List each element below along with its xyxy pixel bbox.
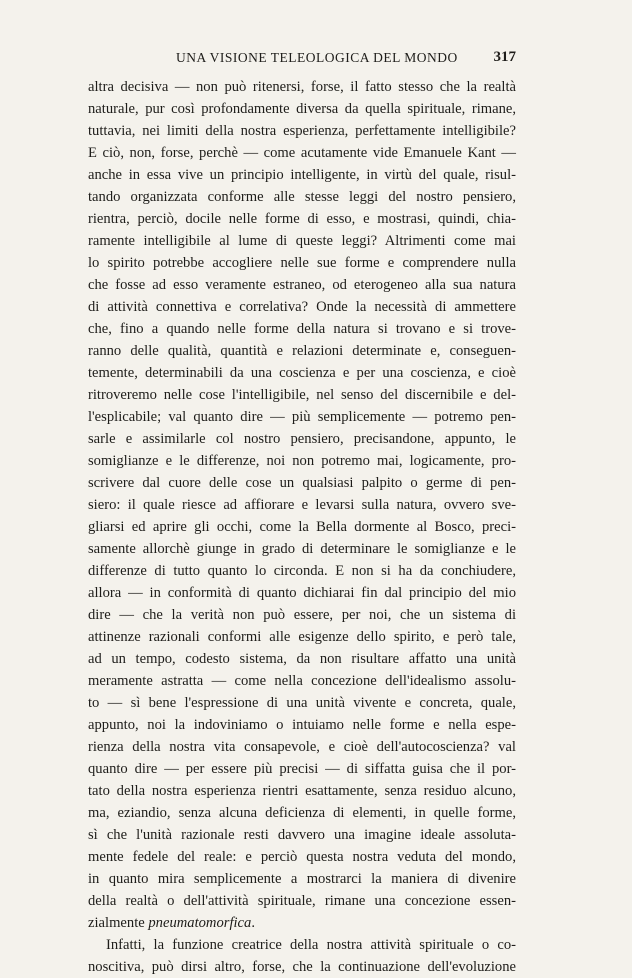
- page-number: 317: [493, 49, 516, 65]
- final-line-start: zialmente: [88, 915, 149, 931]
- text-line: tando organizzata conforme alle stesse leggi del nostro pensiero,: [88, 189, 516, 205]
- italic-term: pneumatomorfica: [148, 915, 252, 931]
- text-line: rienza della nostra vita consapevole, e cioè dell'autocoscienza? val: [88, 739, 516, 755]
- text-line: appunto, noi la indoviniamo o intuiamo nelle forme e nella espe-: [88, 717, 516, 733]
- text-line: siero: il quale riesce ad affiorare e levarsi sulla natura, ovvero sve-: [88, 497, 516, 513]
- text-line: altra decisiva — non può ritenersi, forse, il fatto stesso che la realtà: [88, 79, 516, 95]
- body-text: [88, 76, 516, 978]
- text-line: dire — che la verità non può essere, per noi, che un sistema di: [88, 607, 516, 623]
- text-line: somiglianze e le differenze, noi non potremo mai, logicamente, pro-: [88, 453, 516, 469]
- text-line: scrivere dal cuore delle cose un qualsiasi palpito o germe di pen-: [88, 475, 516, 491]
- running-title: UNA VISIONE TELEOLOGICA DEL MONDO: [176, 50, 458, 65]
- text-line: di attività connettiva e correlativa? Onde la necessità di ammettere: [88, 299, 516, 315]
- running-head: [88, 50, 516, 70]
- text-line: noscitiva, può dirsi altro, forse, che la continuazione dell'evoluzione: [88, 959, 516, 975]
- text-line: ritroveremo nelle cose l'intelligibile, nel senso del discernibile e del-: [88, 387, 516, 403]
- text-line: tato della nostra esperienza rientri esattamente, senza residuo alcuno,: [88, 783, 516, 799]
- text-line: mente fedele del reale: e perciò questa nostra veduta del mondo,: [88, 849, 516, 865]
- text-line: gliarsi ed aprire gli occhi, come la Bella dormente al Bosco, preci-: [88, 519, 516, 535]
- text-line: ranno delle qualità, quantità e relazioni determinate e, conseguen-: [88, 343, 516, 359]
- paragraph-2: [88, 934, 516, 978]
- text-line: E ciò, non, forse, perchè — come acutamente vide Emanuele Kant —: [88, 145, 516, 161]
- text-line: in quanto mira semplicemente a mostrarci la maniera di divenire: [88, 871, 516, 887]
- text-line: attinenze razionali conformi alle esigenze dello spirito, e però tale,: [88, 629, 516, 645]
- text-line-final: [88, 912, 516, 934]
- text-line: che fosse ad esso veramente estraneo, od eterogeneo alla sua natura: [88, 277, 516, 293]
- text-line: tuttavia, nei limiti della nostra esperienza, perfettamente intelligibile?: [88, 123, 516, 139]
- text-line: ma, eziandio, senza alcuna deficienza di elementi, in quelle forme,: [88, 805, 516, 821]
- text-line: sarle e assimilarle col nostro pensiero, precisandone, appunto, le: [88, 431, 516, 447]
- text-line: lo spirito potrebbe accogliere nelle sue forme e comprendere nulla: [88, 255, 516, 271]
- text-line: della realtà o dell'attività spirituale, rimane una concezione essen-: [88, 893, 516, 909]
- text-line: sì che l'unità razionale resti davvero una imagine ideale assoluta-: [88, 827, 516, 843]
- text-line: quanto dire — per essere più precisi — di siffatta guisa che il por-: [88, 761, 516, 777]
- text-line: temente, determinabili da una coscienza e per una coscienza, e cioè: [88, 365, 516, 381]
- text-line: ramente intelligibile al lume di queste leggi? Altrimenti come mai: [88, 233, 516, 249]
- text-line: che, fino a quando nelle forme della natura si trovano e si trove-: [88, 321, 516, 337]
- paragraph-1: [88, 76, 516, 934]
- text-line: allora — in conformità di quanto dichiarai fin dal principio del mio: [88, 585, 516, 601]
- text-line: anche in essa vive un principio intelligente, in virtù del quale, risul-: [88, 167, 516, 183]
- final-line-end: .: [251, 915, 255, 931]
- text-line: naturale, pur così profondamente diversa da quella spirituale, rimane,: [88, 101, 516, 117]
- text-line: rientra, perciò, docile nelle forme di esso, e mostrasi, quindi, chia-: [88, 211, 516, 227]
- text-line: to — sì bene l'espressione di una unità vivente e concreta, quale,: [88, 695, 516, 711]
- text-line: ad un tempo, codesto sistema, da non risultare affatto una unità: [88, 651, 516, 667]
- text-line: differenze di tutto quanto lo circonda. E non si ha da conchiudere,: [88, 563, 516, 579]
- text-line: l'esplicabile; val quanto dire — più semplicemente — potremo pen-: [88, 409, 516, 425]
- text-line: Infatti, la funzione creatrice della nostra attività spirituale o co-: [106, 937, 516, 953]
- text-line: samente allorchè giunge in grado di determinare le somiglianze e le: [88, 541, 516, 557]
- text-line: meramente astratta — come nella concezione dell'idealismo assolu-: [88, 673, 516, 689]
